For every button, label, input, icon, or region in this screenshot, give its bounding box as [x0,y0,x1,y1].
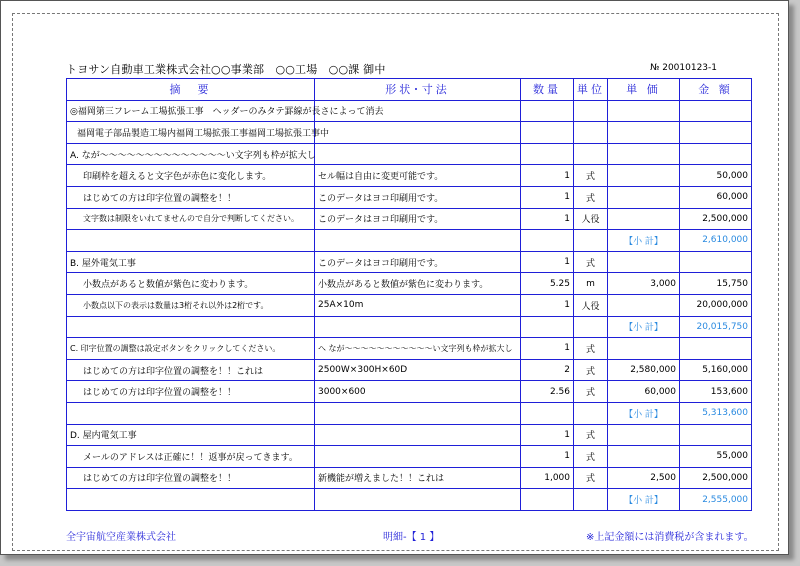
cell-price [608,446,680,468]
cell-spec: 新機能が増えました！！これは [315,467,521,489]
issuer-company: 全宇宙航空産業株式会社 [66,532,176,543]
cell-qty: 2.56 [521,381,574,403]
cell-description: ◎福岡第三フレーム工場拡張工事 ヘッダーのみタテ罫線が長さによって消去 [67,100,315,122]
table-row [67,186,752,208]
cell-spec [315,230,521,252]
cell-unit [574,316,608,338]
cell-spec: セル幅は自由に変更可能です。 [315,165,521,187]
cell-price [608,122,680,144]
cell-price [608,294,680,316]
cell-qty: 1 [521,208,574,230]
cell-description: 小数点があると数値が紫色に変わります。 [67,273,315,295]
cell-spec: 2500W×300H×60D [315,359,521,381]
cell-qty: 1,000 [521,467,574,489]
table-row [67,122,752,144]
cell-description: C. 印字位置の調整は設定ボタンをクリックしてください。 [67,338,315,360]
cell-price: 60,000 [608,381,680,403]
cell-qty [521,122,574,144]
cell-price [608,143,680,165]
cell-amount: 5,160,000 [680,359,752,381]
cell-amount: 60,000 [680,186,752,208]
cell-description: 福岡電子部品製造工場内福岡工場拡張工事福岡工場拡張工事中 [67,122,315,144]
cell-spec: 25A×10m [315,294,521,316]
cell-unit [574,230,608,252]
cell-amount: 15,750 [680,273,752,295]
table-row [67,100,752,122]
cell-amount [680,338,752,360]
cell-unit [574,489,608,511]
page-number: 明細-【 1 】 [383,532,440,543]
cell-description: メールのアドレスは正確に！！返事が戻ってきます。 [67,446,315,468]
cell-qty: 1 [521,186,574,208]
cell-spec [315,446,521,468]
document-number: № 20010123-1 [650,63,718,73]
table-row [67,424,752,446]
subtotal-row [67,489,752,511]
cell-spec [315,402,521,424]
cell-qty: 1 [521,251,574,273]
cell-spec: ヘ なが～～～～～～～～～～～い文字列も枠が拡大し [315,338,521,360]
table-row [67,359,752,381]
cell-description: B. 屋外電気工事 [67,251,315,273]
cell-spec: このデータはヨコ印刷用です。 [315,186,521,208]
table-row [67,165,752,187]
cell-price [608,208,680,230]
subtotal-row [67,230,752,252]
cell-spec: このデータはヨコ印刷用です。 [315,208,521,230]
cell-description [67,316,315,338]
subtotal-row [67,402,752,424]
cell-qty: 5.25 [521,273,574,295]
table-row [67,467,752,489]
cell-spec [315,143,521,165]
subtotal-row [67,316,752,338]
cell-description: D. 屋内電気工事 [67,424,315,446]
cell-description [67,230,315,252]
col-description: 摘 要 [67,79,315,101]
cell-qty: 1 [521,338,574,360]
cell-amount: 50,000 [680,165,752,187]
cell-amount: 2,555,000 [680,489,752,511]
cell-qty [521,402,574,424]
cell-spec: 3000×600 [315,381,521,403]
cell-price [608,338,680,360]
cell-qty [521,143,574,165]
table-row [67,294,752,316]
cell-amount: 55,000 [680,446,752,468]
cell-amount [680,143,752,165]
cell-description: 文字数は制限をいれてませんので自分で判断してください。 [67,208,315,230]
cell-qty [521,316,574,338]
cell-unit [574,143,608,165]
table-header-row [67,79,752,101]
cell-amount [680,251,752,273]
cell-unit: 式 [574,186,608,208]
cell-qty [521,489,574,511]
cell-amount: 2,500,000 [680,467,752,489]
cell-amount: 20,000,000 [680,294,752,316]
cell-unit [574,122,608,144]
cell-spec: 小数点があると数値が紫色に変わります。 [315,273,521,295]
col-price: 単 価 [608,79,680,101]
cell-description: 小数点以下の表示は数量は3桁それ以外は2桁です。 [67,294,315,316]
cell-spec: このデータはヨコ印刷用です。 [315,251,521,273]
cell-price: 2,500 [608,467,680,489]
cell-unit: 式 [574,338,608,360]
cell-unit: 式 [574,165,608,187]
cell-price [608,100,680,122]
cell-unit: 人役 [574,294,608,316]
cell-description: はじめての方は印字位置の調整を！！ [67,467,315,489]
cell-price [608,186,680,208]
cell-description [67,489,315,511]
cell-unit: m [574,273,608,295]
col-qty: 数量 [521,79,574,101]
cell-unit: 式 [574,251,608,273]
cell-amount: 5,313,600 [680,402,752,424]
cell-price [608,165,680,187]
cell-qty: 1 [521,424,574,446]
cell-spec [315,489,521,511]
cell-unit: 式 [574,467,608,489]
cell-amount [680,424,752,446]
cell-spec [315,424,521,446]
cell-price [608,424,680,446]
cell-amount [680,100,752,122]
cell-description: はじめての方は印字位置の調整を！！これは [67,359,315,381]
col-amount: 金 額 [680,79,752,101]
cell-unit: 式 [574,381,608,403]
col-unit: 単位 [574,79,608,101]
cell-description: はじめての方は印字位置の調整を！！ [67,381,315,403]
table-row [67,208,752,230]
cell-amount: 2,610,000 [680,230,752,252]
cell-qty: 2 [521,359,574,381]
cell-amount [680,122,752,144]
cell-price: 2,580,000 [608,359,680,381]
cell-price: 【小 計】 [608,230,680,252]
col-spec: 形状･寸法 [315,79,521,101]
cell-price: 【小 計】 [608,402,680,424]
cell-description: はじめての方は印字位置の調整を！！ [67,186,315,208]
recipient-name: トヨサン自動車工業株式会社○○事業部 ○○工場 ○○課 御中 [66,63,386,76]
cell-price: 【小 計】 [608,489,680,511]
cell-price: 3,000 [608,273,680,295]
cell-unit [574,402,608,424]
cell-amount: 20,015,750 [680,316,752,338]
table-row [67,381,752,403]
table-row [67,338,752,360]
detail-table [66,78,752,511]
cell-amount: 153,600 [680,381,752,403]
cell-qty [521,230,574,252]
tax-note: ※上記金額には消費税が含まれます。 [586,532,754,543]
cell-unit: 式 [574,446,608,468]
cell-price: 【小 計】 [608,316,680,338]
cell-unit: 人役 [574,208,608,230]
cell-description: 印刷枠を超えると文字色が赤色に変化します。 [67,165,315,187]
table-row [67,251,752,273]
cell-qty: 1 [521,165,574,187]
cell-amount: 2,500,000 [680,208,752,230]
cell-description: A. なが～～～～～～～～～～～～～～い文字列も枠が拡大し [67,143,315,165]
table-row [67,143,752,165]
cell-spec [315,316,521,338]
cell-qty [521,100,574,122]
cell-price [608,251,680,273]
cell-spec [315,122,521,144]
table-row [67,446,752,468]
cell-unit: 式 [574,424,608,446]
cell-unit: 式 [574,359,608,381]
cell-qty: 1 [521,294,574,316]
cell-qty: 1 [521,446,574,468]
table-row [67,273,752,295]
cell-unit [574,100,608,122]
cell-description [67,402,315,424]
